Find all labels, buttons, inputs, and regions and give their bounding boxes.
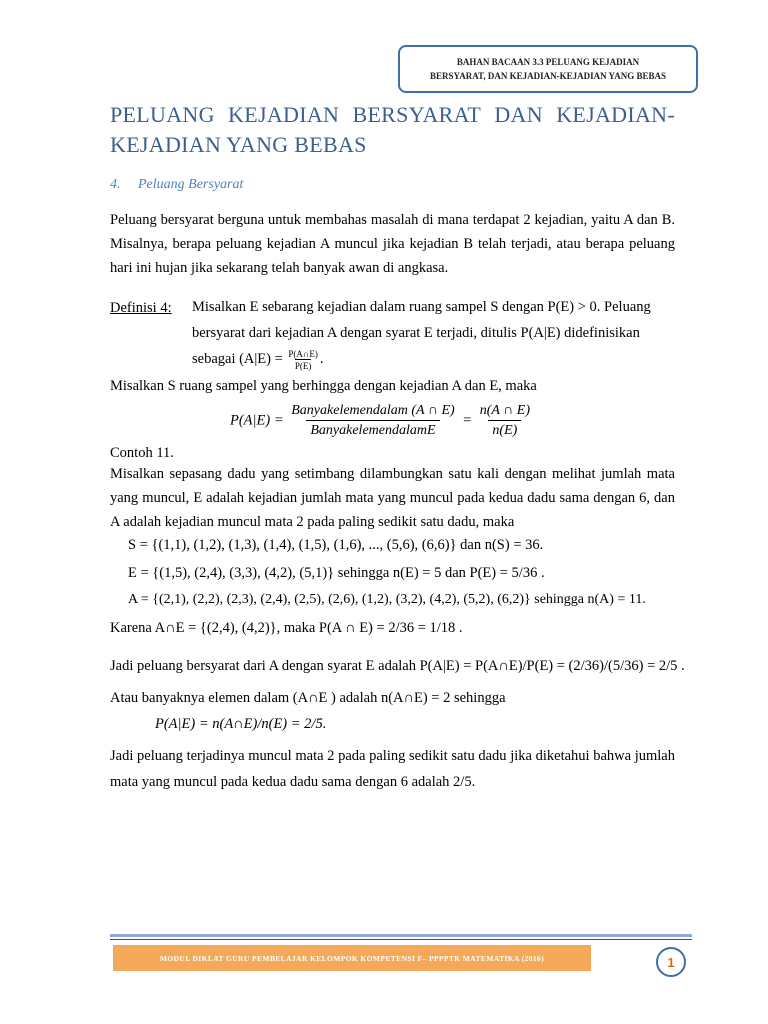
conditional-result-line: Jadi peluang bersyarat dari A dengan syarat E adalah P(A|E) = P(A∩E)/P(E) = (2/36)/(5/36) = 2/5 . [110,658,685,674]
event-e-line: E = {(1,5), (2,4), (3,3), (4,2), (5,1)} sehingga n(E) = 5 dan P(E) = 5/36 . [128,565,545,581]
definition-fraction-den: P(E) [294,360,312,371]
formula-den-1: BanyakelemendalamE [306,420,439,440]
title-word: KEJADIAN [228,102,340,127]
title-word: PELUANG [110,102,215,127]
formula-lhs: P(A|E) = [230,412,284,429]
section-label: Peluang Bersyarat [138,177,244,192]
footer-rule [110,934,692,937]
misalkan-text: Misalkan S ruang sampel yang berhingga dengan kejadian A dan E, maka [110,378,537,394]
conclusion-paragraph: Jadi peluang terjadinya muncul mata 2 pada paling sedikit satu dadu jika diketahui bahwa jumlah mata yang muncul pada kedua dadu sama dengan 6 adalah 2/5. [110,748,675,790]
definition-line3-prefix: sebagai (A|E) = [192,351,283,367]
definition-line3 [192,346,675,372]
formula-num-1: Banyakelemendalam (A ∩ E) [291,403,455,418]
formula-fraction-2 [480,402,530,440]
example-paragraph: Misalkan sepasang dadu yang setimbang dilambungkan satu kali dengan melihat jumlah mata yang muncul, E adalah kejadian jumlah mata yang muncul pada kedua dadu sama dengan 6, dan A adalah kejadian muncul mata 2 pada paling sedikit satu dadu, maka [110,466,675,530]
alternative-method-line: Atau banyaknya elemen dalam (A∩E ) adalah n(A∩E) = 2 sehingga [110,690,506,706]
conditional-probability-formula [230,402,534,440]
page-number: 1 [656,947,686,977]
definition-fraction-num: P(A∩E) [288,348,318,359]
chapter-header-line1: BAHAN BACAAN 3.3 PELUANG KEJADIAN [456,57,640,67]
alternative-formula: P(A|E) = n(A∩E)/n(E) = 2/5. [155,716,327,732]
definition-label [110,298,172,318]
intersection-line: Karena A∩E = {(2,4), (4,2)}, maka P(A ∩ E) = 2/36 = 1/18 . [110,620,463,636]
definition-line2: bersyarat dari kejadian A dengan syarat E terjadi, ditulis P(A|E) didefinisikan [192,325,640,341]
section-number: 4. [110,177,121,192]
page-title-line1 [110,100,675,130]
footer-text: MODUL DIKLAT GURU PEMBELAJAR KELOMPOK KOMPETENSI F– PPPPTK MATEMATIKA (2016) [159,953,545,963]
page-title-line2: KEJADIAN YANG BEBAS [110,132,367,157]
footer-rule-thin [110,939,692,940]
sample-space-line: S = {(1,1), (1,2), (1,3), (1,4), (1,5), (1,6), ..., (5,6), (6,6)} dan n(S) = 36. [128,537,544,553]
chapter-header-line2: BERSYARAT, DAN KEJADIAN-KEJADIAN YANG BEBAS [430,71,666,81]
title-word: BERSYARAT [352,102,482,127]
title-word: DAN [494,102,543,127]
definition-line1: Misalkan E sebarang kejadian dalam ruang sampel S dengan P(E) > 0. Peluang [192,299,651,315]
definition-fraction [288,349,318,371]
definition-line3-suffix: . [319,351,324,367]
formula-fraction-1 [291,402,454,440]
chapter-header-box [398,45,698,93]
definition-label-text: Definisi 4: [110,300,172,316]
section-heading [110,177,243,193]
title-word: KEJADIAN- [556,102,675,127]
definition-body [192,294,675,372]
formula-num-2: n(A ∩ E) [479,403,530,418]
formula-eq: = [462,412,473,429]
page-title [110,100,675,160]
intro-paragraph: Peluang bersyarat berguna untuk membahas masalah di mana terdapat 2 kejadian, yaitu A dan B. Misalnya, berapa peluang kejadian A muncul jika kejadian B telah terjadi, atau berapa peluang hari ini hujan jika sekarang telah banyak awan di angkasa. [110,212,675,276]
formula-den-2: n(E) [488,420,521,440]
example-label: Contoh 11. [110,445,174,461]
footer-banner [113,945,591,971]
event-a-line: A = {(2,1), (2,2), (2,3), (2,4), (2,5), (2,6), (1,2), (3,2), (4,2), (5,2), (6,2)} sehingga n(A) = 11. [128,592,646,607]
